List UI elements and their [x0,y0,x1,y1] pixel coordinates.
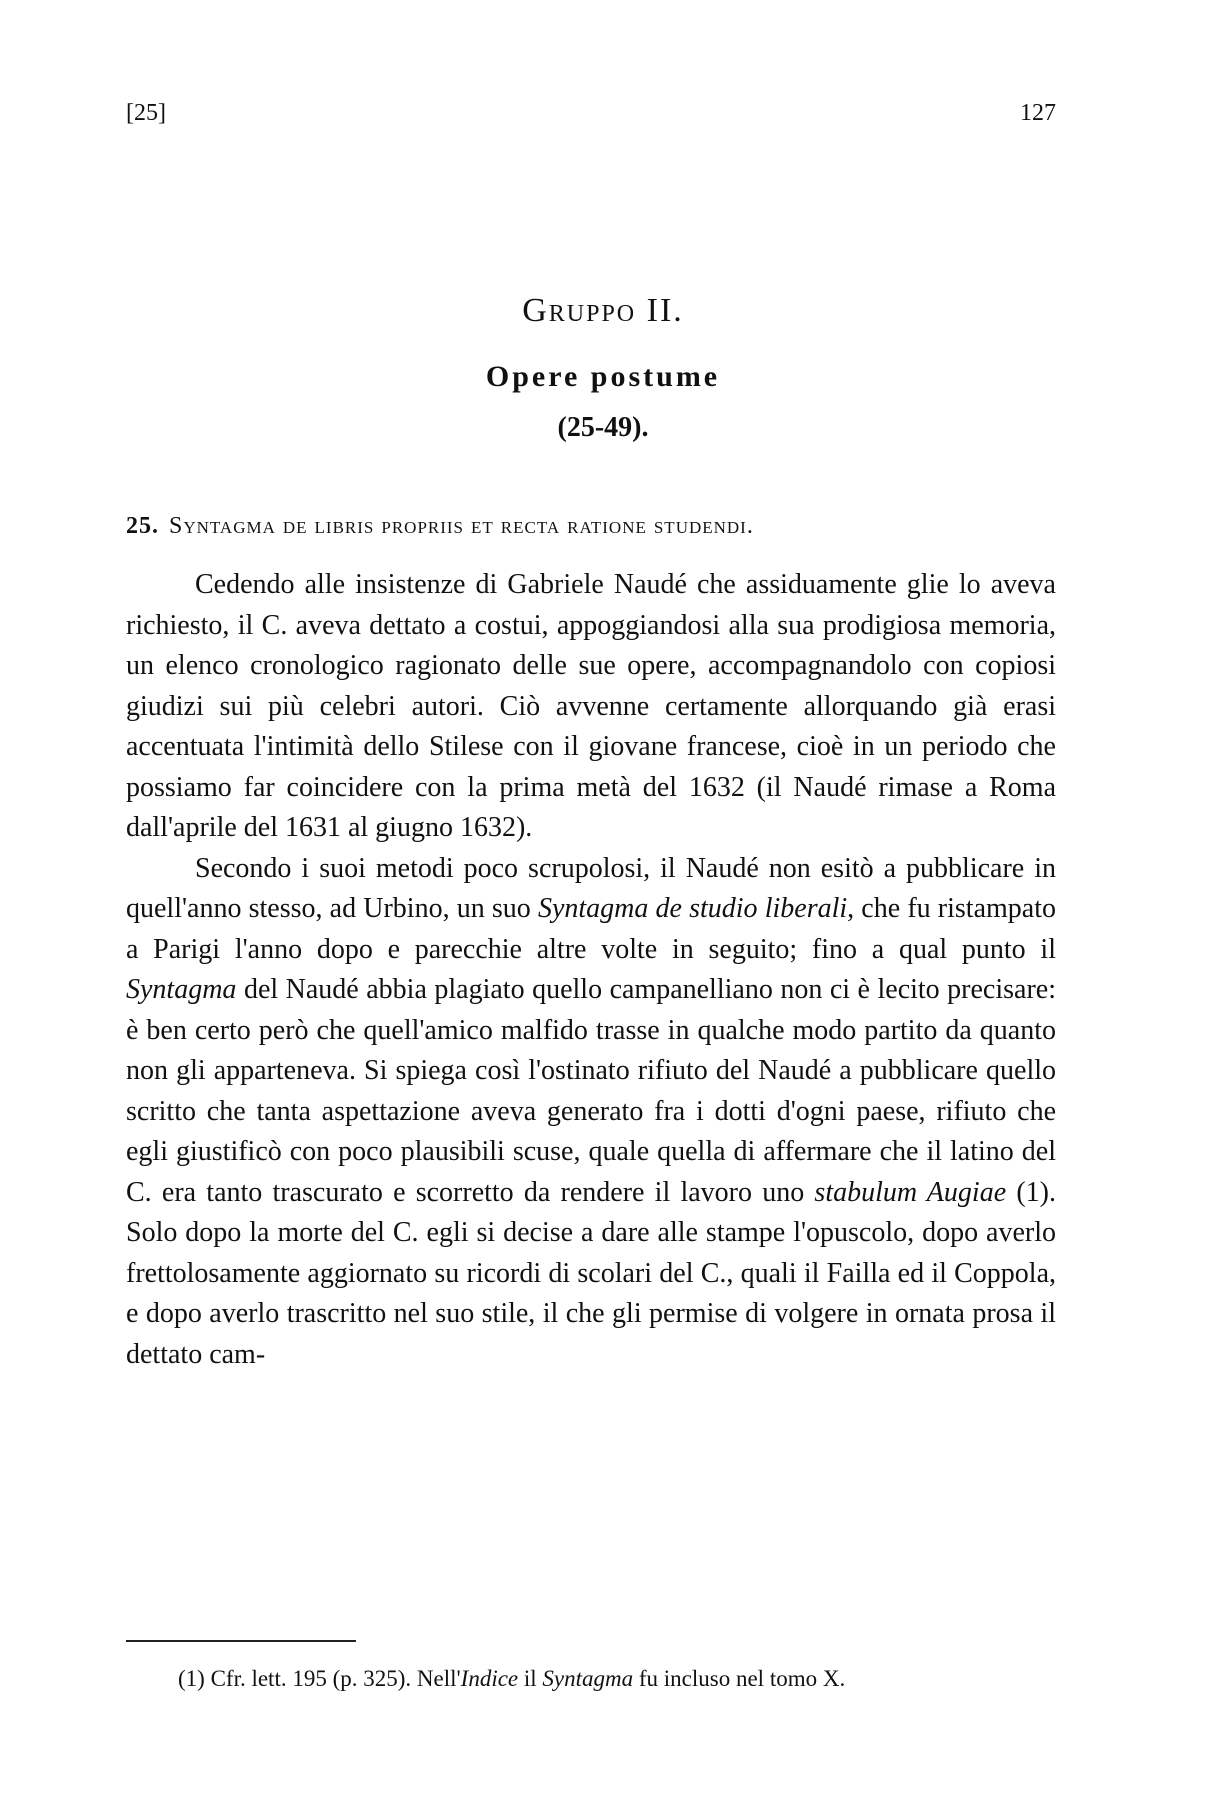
section-title: Syntagma de libris propriis et recta ratione studendi. [169,513,754,539]
footnote-text-b: il [518,1666,543,1691]
section-marker: [25] [126,100,166,126]
page-number: 127 [1020,100,1056,126]
running-head [126,100,1056,127]
footnote-text-a: (1) Cfr. lett. 195 (p. 325). Nell' [178,1666,461,1691]
footnote-rule [126,1640,356,1642]
body-text [126,565,1056,1375]
paragraph-2 [126,849,1056,1376]
footnote [178,1666,1058,1692]
paragraph-2-text-d: (1). Solo dopo la morte del C. egli si decise a dare alle stampe l'opuscolo, dopo averlo frettolosamente aggiornato su ricordi di scolari del C., quali il Failla ed il Coppola, e dopo averlo trascritto nel suo stile, il che gli permise di volgere in ornata prosa il dettato cam- [126,1176,1056,1370]
section-heading [126,513,1056,540]
paragraph-2-text-b: , che fu ristampato a Parigi l'anno dopo e parecchie altre volte in seguito; fino a qual punto il [126,893,1056,965]
group-range: (25-49). [557,412,649,443]
footnote-text-c: fu incluso nel tomo X. [633,1666,846,1691]
paragraph-2-italic-1: Syntagma de studio liberali [537,893,848,924]
group-subtitle: Opere postume [485,360,721,393]
footnote-italic-2: Syntagma [542,1666,634,1691]
paragraph-1: Cedendo alle insistenze di Gabriele Naudé che assiduamente glie lo aveva richiesto, il C. aveva dettato a costui, appoggiandosi alla sua prodigiosa memoria, un elenco cronologico ragionato delle sue opere, accompagnandolo con copiosi giudizi sui più celebri autori. Ciò avvenne certamente allorquando già erasi accentuata l'intimità dello Stilese con il giovane francese, cioè in un periodo che possiamo far coincidere con la prima metà del 1632 (il Naudé rimase a Roma dall'aprile del 1631 al giugno 1632). [126,569,1056,843]
paragraph-2-italic-2: Syntagma [126,974,237,1005]
section-number: 25. [126,513,159,539]
group-title: Gruppo II. [522,292,684,329]
paragraph-2-text-a: Secondo i suoi metodi poco scrupolosi, il Naudé non esitò a pubblicare in quell'anno stesso, ad Urbino, un suo [126,852,1056,924]
paragraph-2-text-c: del Naudé abbia plagiato quello campanelliano non ci è lecito precisare: è ben certo però che quell'amico malfido trasse in qualche modo partito da quanto non gli apparteneva. Si spiega così l'ostinato rifiuto del Naudé a pubblicare quello scritto che tanta aspettazione aveva generato fra i dotti d'ogni paese, rifiuto che egli giustificò con poco plausibili scuse, quale quella di affermare che il latino del C. era tanto trascurato e scorretto da rendere il lavoro uno [126,974,1056,1208]
paragraph-2-italic-3: stabulum Augiae [814,1176,1007,1208]
footnote-italic-1: Indice [460,1666,519,1691]
